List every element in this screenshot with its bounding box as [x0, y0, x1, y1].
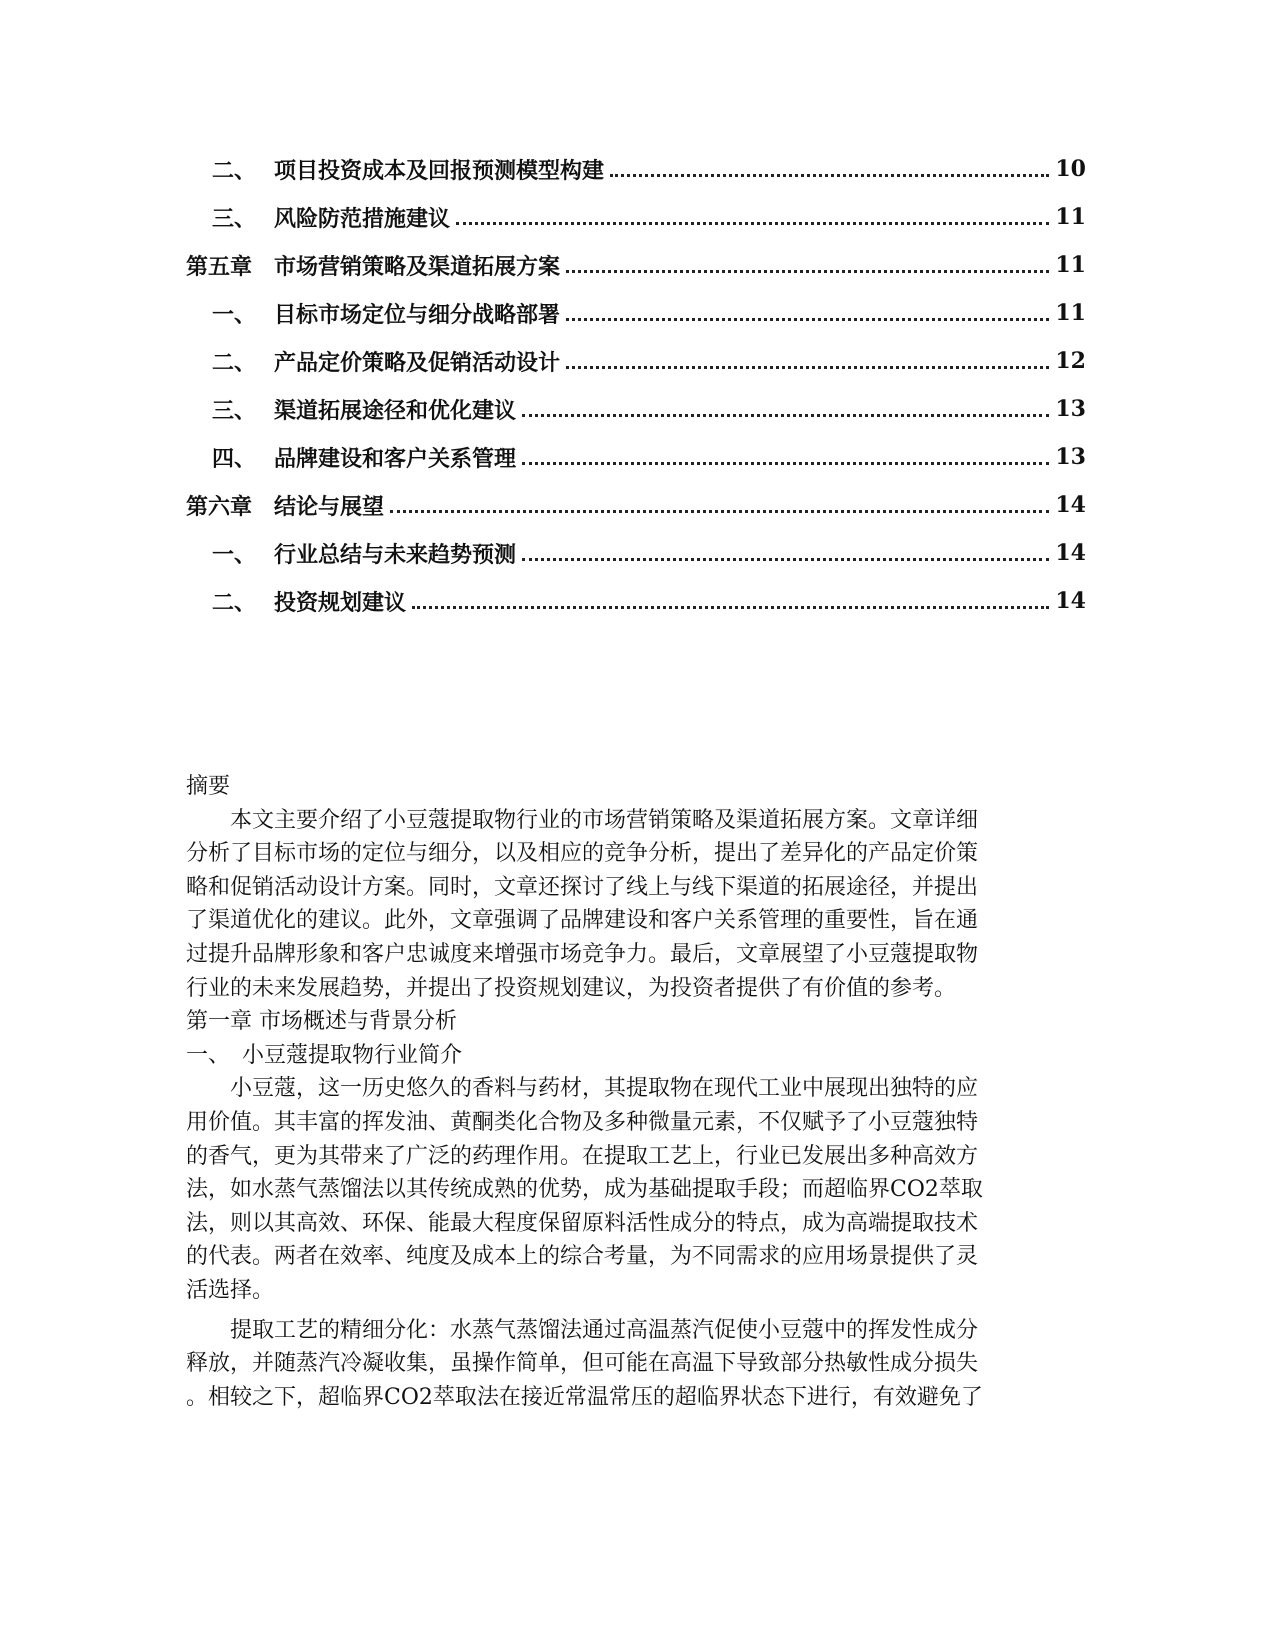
toc-entry-page: 13 [1055, 444, 1086, 470]
toc-entry-number: 二、 [212, 157, 257, 184]
toc-dot-leader [566, 318, 1049, 321]
toc-dot-leader [412, 606, 1049, 609]
toc-entry-page: 13 [1055, 396, 1086, 422]
paragraph-line: 法，如水蒸气蒸馏法以其传统成熟的优势，成为基础提取手段；而超临界CO2萃取 [186, 1177, 983, 1203]
toc-entry-page: 14 [1055, 588, 1086, 614]
toc-entry-page: 11 [1055, 300, 1086, 326]
abstract-line: 行业的未来发展趋势，并提出了投资规划建议，为投资者提供了有价值的参考。 [186, 975, 957, 1001]
section-title: 小豆蔻提取物行业简介 [242, 1042, 463, 1068]
toc-entry-number: 二、 [212, 589, 257, 616]
toc-entry[interactable] [186, 385, 1086, 433]
paragraph-line: 的香气，更为其带来了广泛的药理作用。在提取工艺上，行业已发展出多种高效方 [186, 1143, 979, 1169]
toc-chapter-title: 市场营销策略及渠道拓展方案 [274, 253, 561, 280]
paragraph-line: 用价值。其丰富的挥发油、黄酮类化合物及多种微量元素，不仅赋予了小豆蔻独特 [186, 1109, 979, 1135]
toc-entry[interactable] [186, 433, 1086, 481]
abstract-line: 了渠道优化的建议。此外，文章强调了品牌建设和客户关系管理的重要性，旨在通 [186, 908, 979, 934]
abstract-line: 过提升品牌形象和客户忠诚度来增强市场竞争力。最后，文章展望了小豆蔻提取物 [186, 941, 979, 967]
toc-entry-title: 行业总结与未来趋势预测 [274, 541, 517, 568]
toc-entry[interactable] [186, 145, 1086, 193]
body-content [186, 770, 1086, 1414]
toc-entry[interactable] [186, 529, 1086, 577]
toc-chapter-number: 第六章 [186, 493, 253, 520]
section-heading [186, 1039, 1086, 1073]
toc-dot-leader [566, 366, 1049, 369]
paragraph-line: 释放，并随蒸汽冷凝收集，虽操作简单，但可能在高温下导致部分热敏性成分损失 [186, 1351, 979, 1377]
toc-entry-title: 渠道拓展途径和优化建议 [274, 397, 517, 424]
toc-entry-page: 14 [1055, 492, 1086, 518]
toc-dot-leader [522, 558, 1049, 561]
toc-entry-page: 10 [1055, 156, 1086, 182]
toc-entry-number: 三、 [212, 397, 257, 424]
toc-entry-page: 11 [1055, 252, 1086, 278]
paragraph-line: 小豆蔻，这一历史悠久的香料与药材，其提取物在现代工业中展现出独特的应 [230, 1076, 979, 1102]
toc-entry-page: 12 [1055, 348, 1086, 374]
toc-dot-leader [566, 270, 1049, 273]
section-number: 一、 [186, 1042, 231, 1068]
toc-entry-title: 目标市场定位与细分战略部署 [274, 301, 561, 328]
abstract-heading: 摘要 [186, 774, 231, 799]
toc-entry-title: 风险防范措施建议 [274, 205, 451, 232]
paragraph-line: 。相较之下，超临界CO2萃取法在接近常温常压的超临界状态下进行，有效避免了 [186, 1384, 983, 1410]
toc-chapter-title: 结论与展望 [274, 493, 385, 520]
toc-entry-number: 一、 [212, 541, 257, 568]
abstract-line: 略和促销活动设计方案。同时，文章还探讨了线上与线下渠道的拓展途径，并提出 [186, 874, 979, 900]
toc-entry[interactable] [186, 337, 1086, 385]
toc-entry-page: 14 [1055, 540, 1086, 566]
toc-dot-leader [456, 222, 1049, 225]
toc-entry-page: 11 [1055, 204, 1086, 230]
abstract-line: 分析了目标市场的定位与细分，以及相应的竞争分析，提出了差异化的产品定价策 [186, 841, 979, 867]
toc-entry-number: 三、 [212, 205, 257, 232]
toc-entry[interactable] [186, 289, 1086, 337]
toc-entry-title: 品牌建设和客户关系管理 [274, 445, 517, 472]
toc-entry[interactable] [186, 577, 1086, 625]
toc-entry[interactable] [186, 193, 1086, 241]
paragraph-line: 的代表。两者在效率、纯度及成本上的综合考量，为不同需求的应用场景提供了灵 [186, 1244, 979, 1270]
toc-entry-number: 四、 [212, 445, 257, 472]
toc-dot-leader [522, 462, 1049, 465]
chapter-title: 第一章 市场概述与背景分析 [186, 1009, 457, 1035]
table-of-contents [186, 145, 1086, 625]
abstract-line: 本文主要介绍了小豆蔻提取物行业的市场营销策略及渠道拓展方案。文章详细 [230, 807, 979, 833]
paragraph-line: 提取工艺的精细分化：水蒸气蒸馏法通过高温蒸汽促使小豆蔻中的挥发性成分 [230, 1317, 979, 1343]
toc-chapter-entry[interactable] [186, 241, 1086, 289]
paragraph-line: 法，则以其高效、环保、能最大程度保留原料活性成分的特点，成为高端提取技术 [186, 1210, 979, 1236]
toc-dot-leader [390, 510, 1049, 513]
toc-entry-number: 二、 [212, 349, 257, 376]
toc-entry-title: 项目投资成本及回报预测模型构建 [274, 157, 605, 184]
paragraph-line: 活选择。 [186, 1277, 275, 1303]
toc-entry-title: 产品定价策略及促销活动设计 [274, 349, 561, 376]
toc-dot-leader [610, 174, 1049, 177]
toc-chapter-number: 第五章 [186, 253, 253, 280]
toc-entry-number: 一、 [212, 301, 257, 328]
toc-entry-title: 投资规划建议 [274, 589, 407, 616]
toc-dot-leader [522, 414, 1049, 417]
toc-chapter-entry[interactable] [186, 481, 1086, 529]
